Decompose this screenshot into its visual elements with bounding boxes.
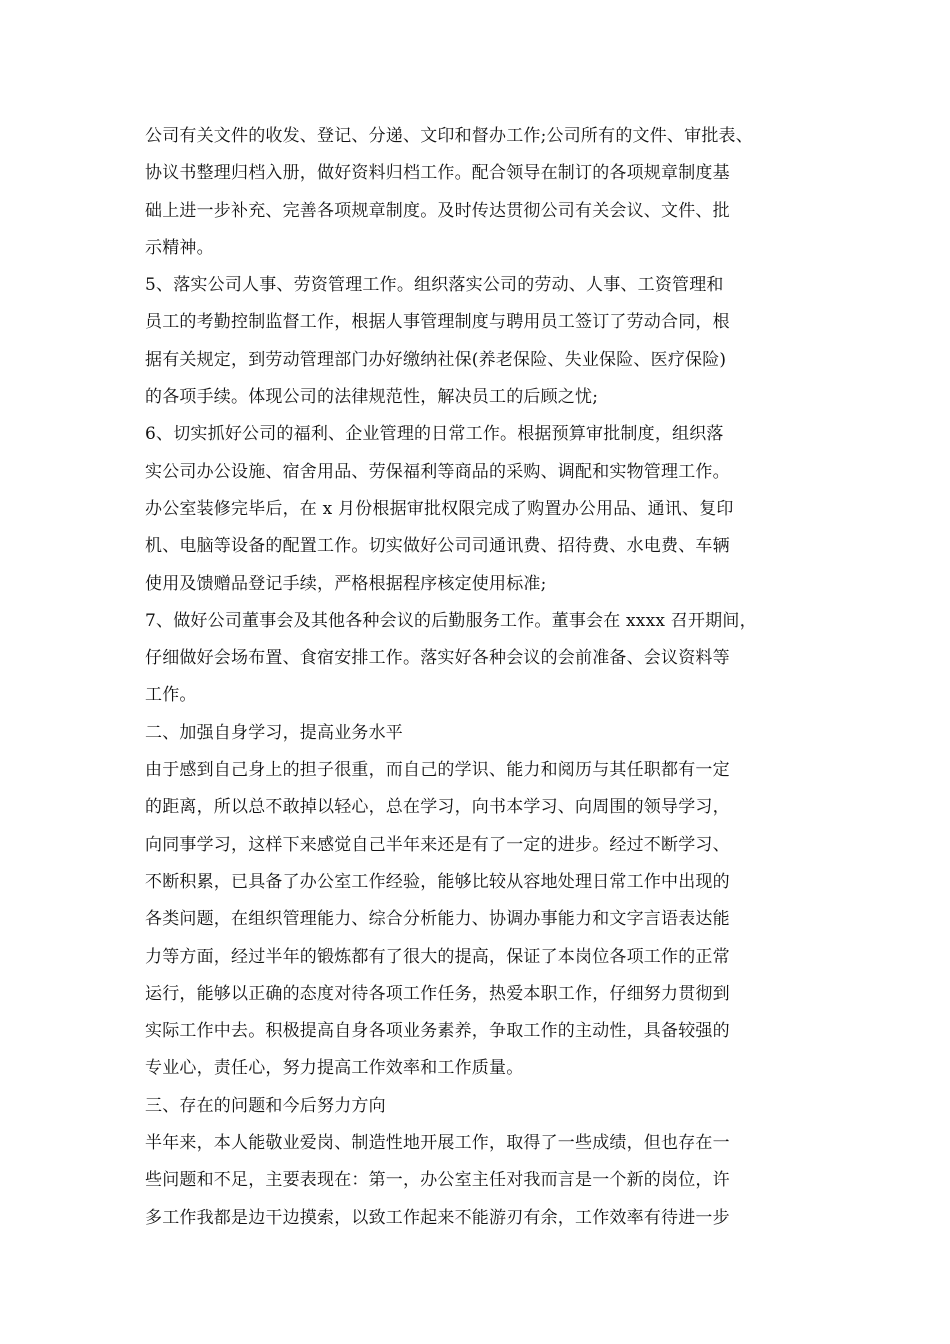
text-line: 工作。 xyxy=(145,685,197,706)
text-line: 向同事学习，这样下来感觉自己半年来还是有了一定的进步。经过不断学习、 xyxy=(145,834,730,855)
text-line: 的距离，所以总不敢掉以轻心，总在学习，向书本学习、向周围的领导学习， xyxy=(145,797,730,818)
section-heading: 三、存在的问题和今后努力方向 xyxy=(145,1095,386,1116)
text-line: 办公室装修完毕后，在 x 月份根据审批权限完成了购置办公用品、通讯、复印 xyxy=(145,498,734,519)
text-line: 专业心，责任心，努力提高工作效率和工作质量。 xyxy=(145,1058,524,1079)
text-line: 不断积累，已具备了办公室工作经验，能够比较从容地处理日常工作中出现的 xyxy=(145,871,730,892)
text-line: 5、落实公司人事、劳资管理工作。组织落实公司的劳动、人事、工资管理和 xyxy=(145,275,724,296)
text-line: 员工的考勤控制监督工作，根据人事管理制度与聘用员工签订了劳动合同，根 xyxy=(145,312,730,333)
text-line: 仔细做好会场布置、食宿安排工作。落实好各种会议的会前准备、会议资料等 xyxy=(145,648,730,669)
text-line: 多工作我都是边干边摸索，以致工作起来不能游刃有余，工作效率有待进一步 xyxy=(145,1207,730,1228)
text-line: 力等方面，经过半年的锻炼都有了很大的提高，保证了本岗位各项工作的正常 xyxy=(145,946,730,967)
text-line: 实际工作中去。积极提高自身各项业务素养，争取工作的主动性，具备较强的 xyxy=(145,1021,730,1042)
section-heading: 二、加强自身学习，提高业务水平 xyxy=(145,722,403,743)
text-line: 运行，能够以正确的态度对待各项工作任务，热爱本职工作，仔细努力贯彻到 xyxy=(145,983,730,1004)
text-line: 各类问题，在组织管理能力、综合分析能力、协调办事能力和文字言语表达能 xyxy=(145,909,730,930)
text-line: 半年来，本人能敬业爱岗、制造性地开展工作，取得了一些成绩，但也存在一 xyxy=(145,1133,730,1154)
text-line: 7、做好公司董事会及其他各种会议的后勤服务工作。董事会在 xxxx 召开期间， xyxy=(145,610,757,631)
text-line: 协议书整理归档入册，做好资料归档工作。配合领导在制订的各项规章制度基 xyxy=(145,163,730,184)
text-line: 公司有关文件的收发、登记、分递、文印和督办工作;公司所有的文件、审批表、 xyxy=(145,126,753,146)
text-line: 础上进一步补充、完善各项规章制度。及时传达贯彻公司有关会议、文件、批 xyxy=(145,200,730,221)
text-line: 的各项手续。体现公司的法律规范性，解决员工的后顾之忧; xyxy=(145,387,599,408)
text-line: 实公司办公设施、宿舍用品、劳保福利等商品的采购、调配和实物管理工作。 xyxy=(145,461,730,482)
text-line: 机、电脑等设备的配置工作。切实做好公司司通讯费、招待费、水电费、车辆 xyxy=(145,536,730,557)
text-line: 示精神。 xyxy=(145,237,214,258)
text-line: 由于感到自己身上的担子很重，而自己的学识、能力和阅历与其任职都有一定 xyxy=(145,760,730,781)
text-line: 6、切实抓好公司的福利、企业管理的日常工作。根据预算审批制度，组织落 xyxy=(145,424,724,445)
text-line: 些问题和不足，主要表现在：第一，办公室主任对我而言是一个新的岗位，许 xyxy=(145,1170,730,1191)
text-line: 据有关规定，到劳动管理部门办好缴纳社保(养老保险、失业保险、医疗保险) xyxy=(145,349,727,370)
document-body xyxy=(145,118,825,1237)
text-line: 使用及馈赠品登记手续，严格根据程序核定使用标准; xyxy=(145,573,547,594)
